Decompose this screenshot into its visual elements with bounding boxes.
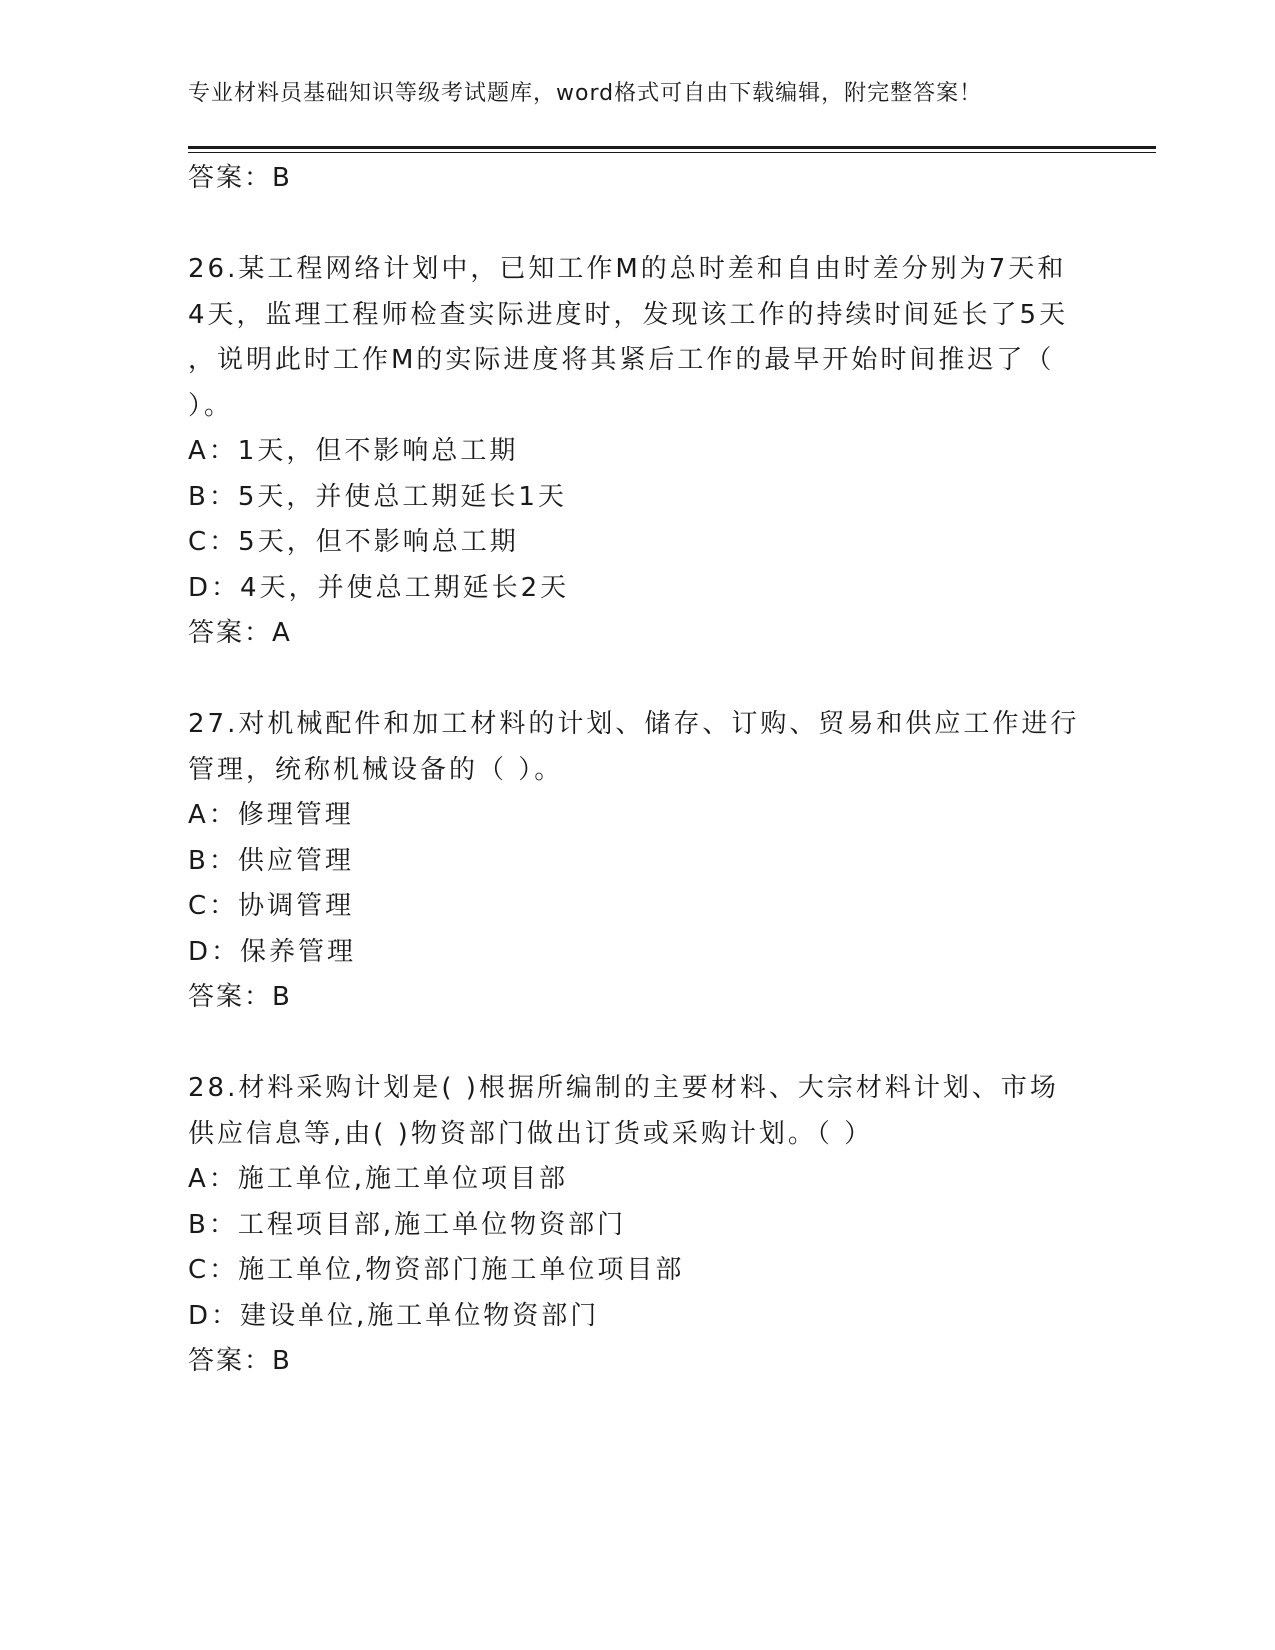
option-b: B：供应管理 — [188, 845, 354, 876]
option-c: C：5天，但不影响总工期 — [188, 527, 519, 557]
option-a: A：1天，但不影响总工期 — [188, 436, 519, 466]
option-c: C：施工单位,物资部门施工单位项目部 — [188, 1255, 685, 1285]
question-stem-line: 26.某工程网络计划中，已知工作M的总时差和自由时差分别为7天和 — [188, 254, 1067, 284]
option-b: B：5天，并使总工期延长1天 — [188, 481, 567, 512]
question-28 — [188, 1066, 1088, 1385]
spacer — [188, 202, 1088, 248]
question-stem-line: ）。 — [188, 390, 234, 421]
question-stem-line: 28.材料采购计划是( )根据所编制的主要材料、大宗材料计划、市场 — [188, 1073, 1059, 1103]
header-divider-thin — [188, 152, 1156, 153]
question-27 — [188, 702, 1088, 1021]
option-a: A：修理管理 — [188, 800, 354, 830]
previous-answer: 答案：B — [188, 163, 292, 193]
question-stem-line: ，说明此时工作M的实际进度将其紧后工作的最早开始时间推迟了（ — [188, 345, 1055, 375]
header-divider — [188, 146, 1156, 149]
option-a: A：施工单位,施工单位项目部 — [188, 1164, 569, 1194]
answer: 答案：A — [188, 618, 292, 648]
answer: 答案：B — [188, 982, 292, 1012]
spacer — [188, 657, 1088, 703]
spacer — [188, 1021, 1088, 1067]
option-d: D：建设单位,施工单位物资部门 — [188, 1300, 600, 1331]
option-d: D：4天，并使总工期延长2天 — [188, 572, 570, 603]
question-26 — [188, 247, 1088, 657]
option-c: C：协调管理 — [188, 891, 355, 921]
question-stem-line: 供应信息等,由( )物资部门做出订货或采购计划。（ ） — [188, 1118, 874, 1149]
answer: 答案：B — [188, 1346, 292, 1376]
question-stem-line: 管理，统称机械设备的（ ）。 — [188, 754, 564, 785]
question-list — [188, 156, 1088, 1385]
page-header: 专业材料员基础知识等级考试题库，word格式可自由下载编辑，附完整答案！ — [188, 81, 983, 106]
question-stem-line: 27.对机械配件和加工材料的计划、储存、订购、贸易和供应工作进行 — [188, 709, 1080, 739]
option-b: B：工程项目部,施工单位物资部门 — [188, 1209, 627, 1240]
question-stem-line: 4天，监理工程师检查实际进度时，发现该工作的持续时间延长了5天 — [188, 299, 1069, 330]
option-d: D：保养管理 — [188, 936, 357, 967]
